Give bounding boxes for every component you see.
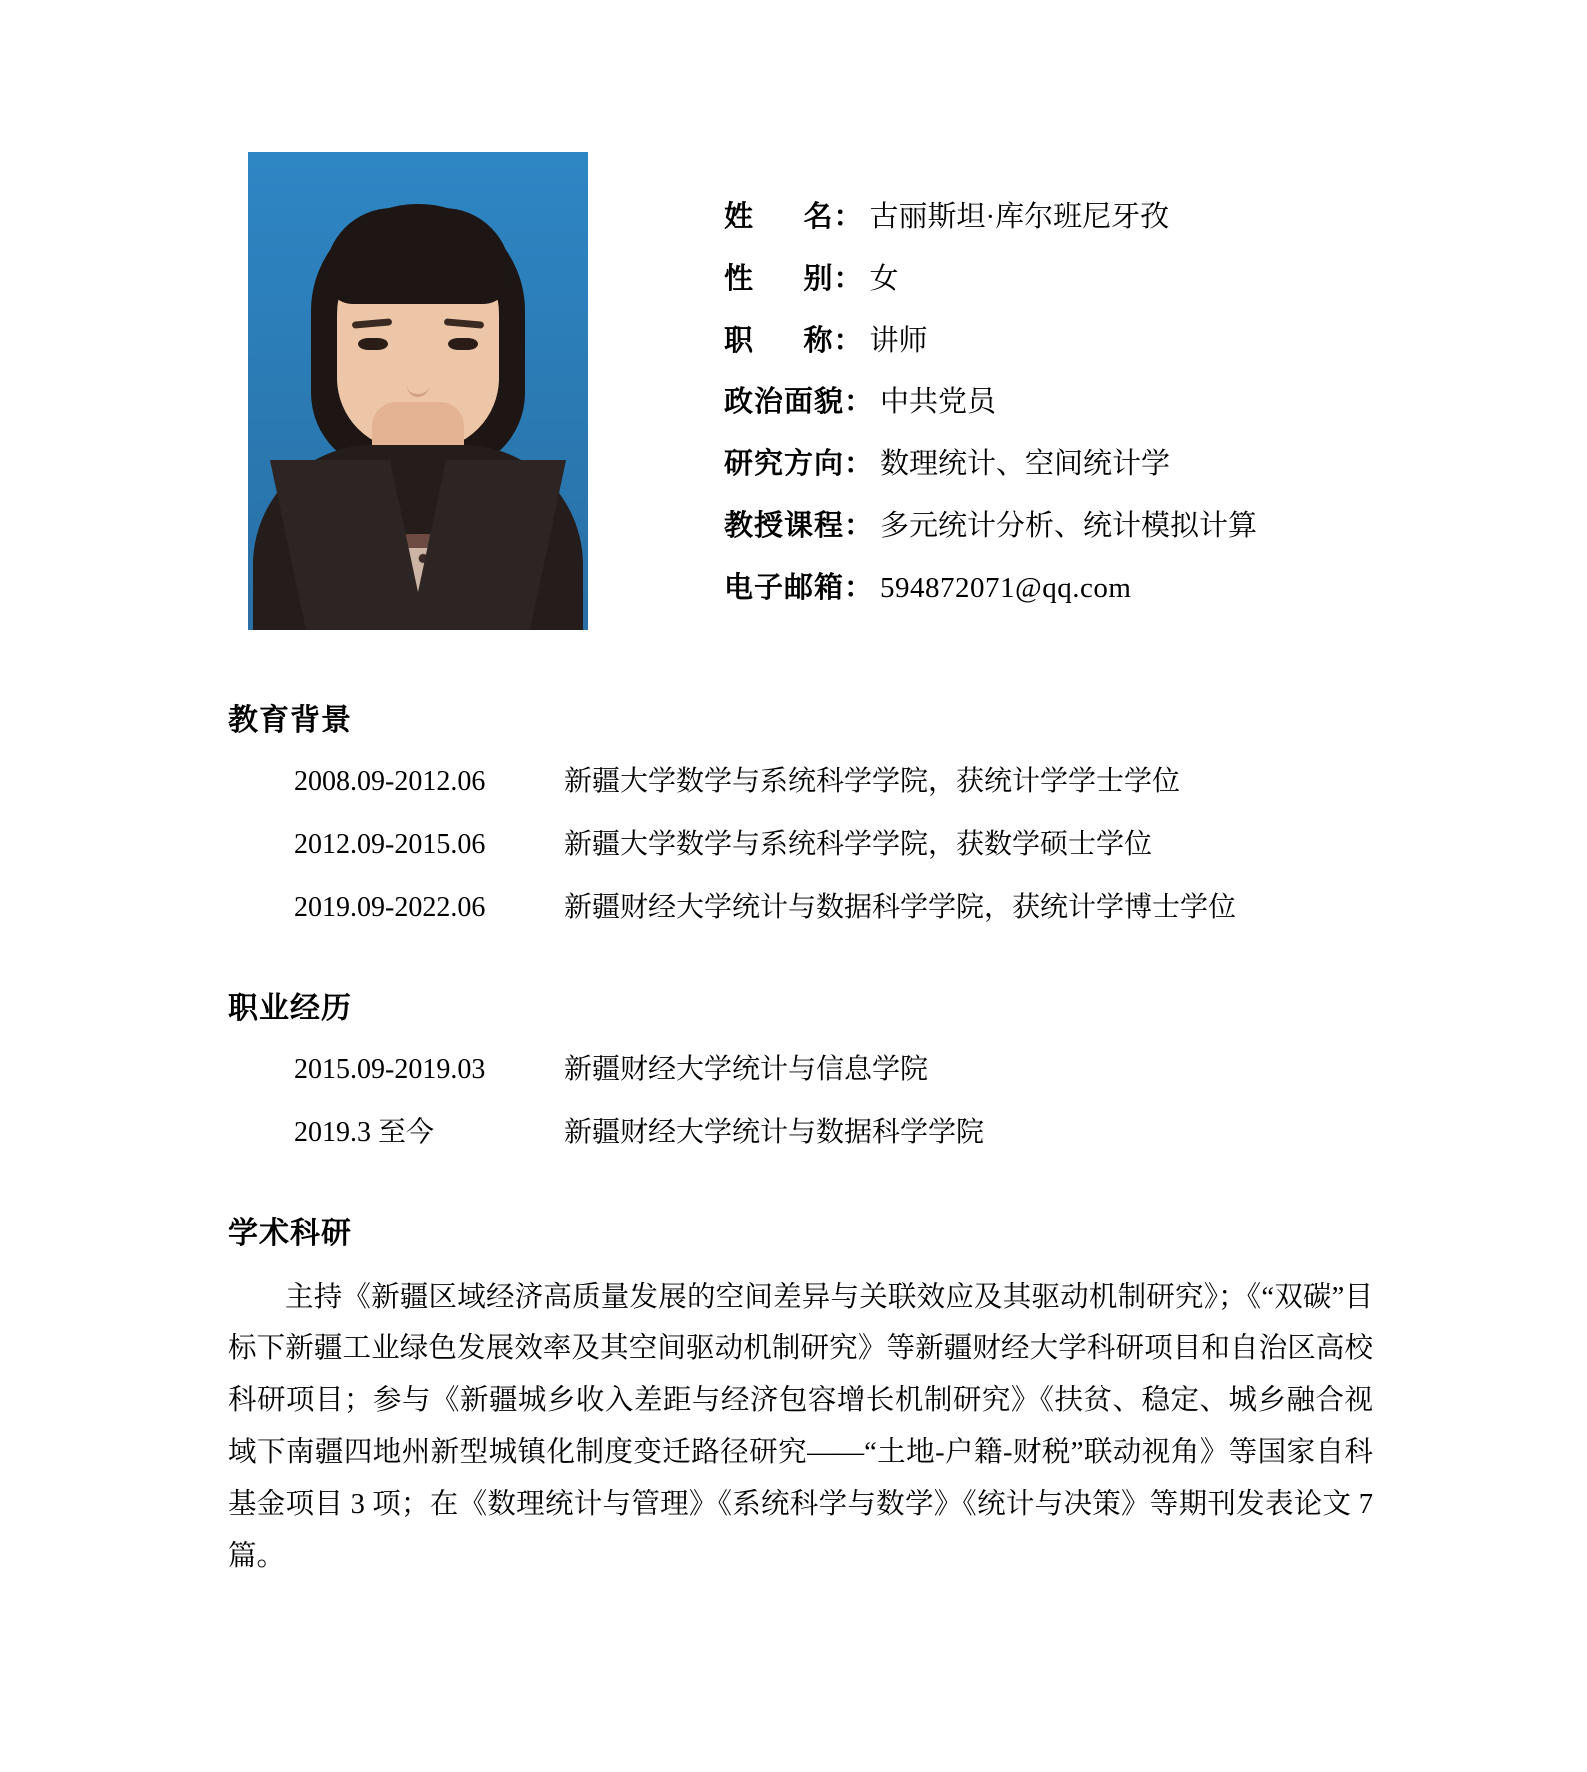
value-gender: 女 (869, 262, 899, 295)
experience-entry (228, 1110, 1373, 1150)
experience-description: 新疆财经大学统计与信息学院 (564, 1053, 929, 1085)
value-title: 讲师 (869, 324, 928, 357)
value-research-field: 数理统计、空间统计学 (880, 448, 1171, 481)
experience-period: 2019.3 至今 (294, 1116, 435, 1148)
portrait-photo (248, 152, 588, 630)
info-row-gender (724, 262, 1257, 297)
education-entry (228, 822, 1373, 862)
photo-nose (407, 364, 429, 397)
education-section (0, 695, 1587, 925)
education-description: 新疆大学数学与系统科学学院，获统计学学士学位 (564, 765, 1181, 797)
education-period: 2008.09-2012.06 (294, 765, 486, 797)
label-name: 姓 名： (724, 201, 864, 233)
experience-entry (228, 1047, 1373, 1087)
info-row-name (724, 200, 1257, 235)
info-row-email (724, 571, 1257, 606)
value-political-status: 中共党员 (880, 386, 997, 419)
photo-eye-left (358, 338, 388, 350)
label-courses: 教授课程： (724, 509, 875, 542)
research-section (0, 1208, 1587, 1583)
label-political-status: 政治面貌： (724, 386, 875, 419)
experience-title: 职业经历 (228, 991, 352, 1025)
value-name: 古丽斯坦·库尔班尼牙孜 (869, 201, 1170, 233)
education-description: 新疆财经大学统计与数据科学学院，获统计学博士学位 (564, 891, 1237, 923)
value-email: 594872071@qq.com (880, 571, 1132, 604)
experience-section (0, 983, 1587, 1150)
label-title: 职 称： (724, 324, 864, 357)
label-gender: 性 别： (724, 262, 864, 295)
info-row-political-status (724, 385, 1257, 420)
education-period: 2012.09-2015.06 (294, 828, 486, 860)
info-row-courses (724, 509, 1257, 544)
experience-period: 2015.09-2019.03 (294, 1053, 486, 1085)
research-paragraph: 主持《新疆区域经济高质量发展的空间差异与关联效应及其驱动机制研究》；《“双碳”目标下新疆工业绿色发展效率及其空间驱动机制研究》等新疆财经大学科研项目和自治区高校科研项目；参与《新疆城乡收入差距与经济包容增长机制研究》《扶贫、稳定、城乡融合视域下南疆四地州新型城镇化制度变迁路径研究——“土地-户籍-财税”联动视角》等国家自科基金项目 3 项；在《数理统计与管理》《系统科学与数学》《统计与决策》等期刊发表论文 7 篇。 (228, 1281, 1373, 1572)
research-title: 学术科研 (228, 1216, 352, 1250)
education-entry (228, 885, 1373, 925)
label-email: 电子邮箱： (724, 571, 875, 604)
experience-description: 新疆财经大学统计与数据科学学院 (564, 1116, 985, 1148)
education-title: 教育背景 (228, 703, 352, 737)
profile-info (724, 152, 1257, 633)
education-entry (228, 759, 1373, 799)
info-row-research-field (724, 447, 1257, 482)
education-description: 新疆大学数学与系统科学学院，获数学硕士学位 (564, 828, 1153, 860)
info-row-title (724, 324, 1257, 359)
profile-header (0, 0, 1587, 633)
label-research-field: 研究方向： (724, 448, 875, 481)
photo-eye-right (448, 338, 478, 350)
value-courses: 多元统计分析、统计模拟计算 (880, 509, 1258, 542)
photo-hair-top (325, 208, 511, 304)
education-period: 2019.09-2022.06 (294, 891, 486, 923)
